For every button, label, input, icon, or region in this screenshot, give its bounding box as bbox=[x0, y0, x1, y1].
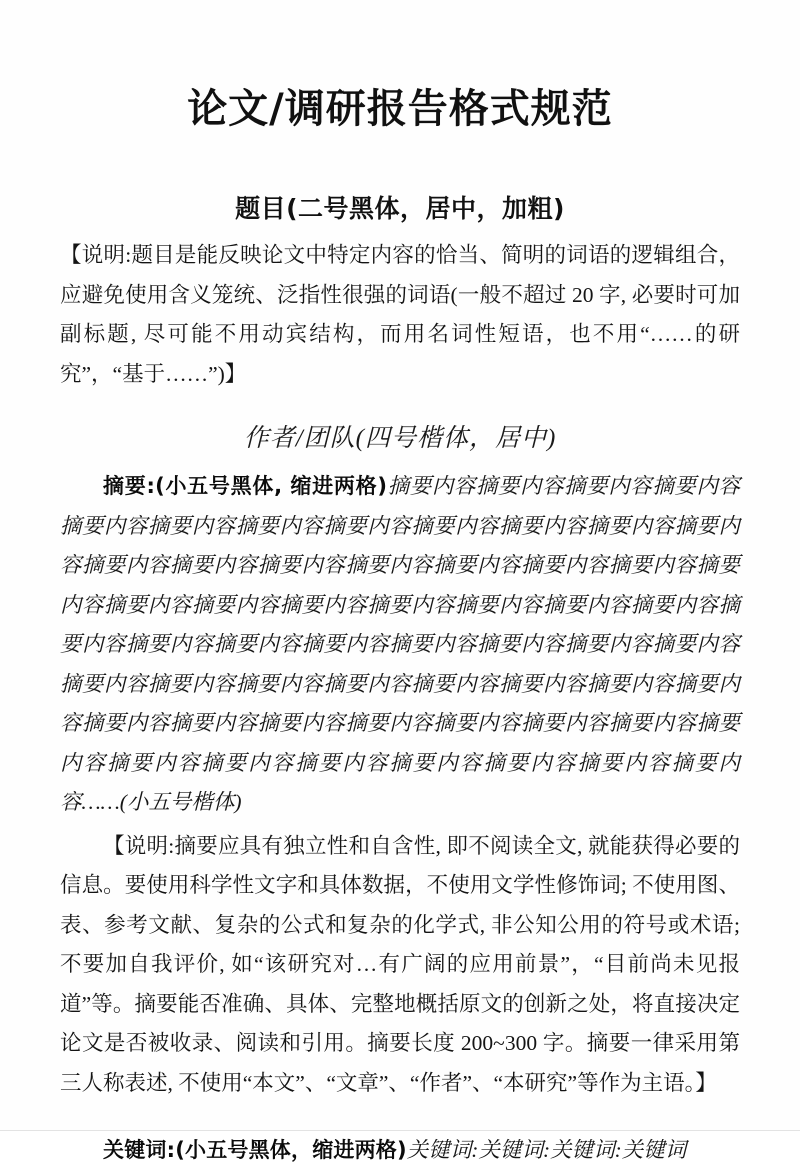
abstract-tail-note: ……(小五号楷体) bbox=[81, 790, 242, 814]
title-section-note: 【说明:题目是能反映论文中特定内容的恰当、简明的词语的逻辑组合，应避免使用含义笼统、泛指性很强的词语(一般不超过 20 字, 必要时可加副标题, 尽可能不用动宾结构，而用名词性短语，也不用“……的研究”，“基于……”)】 bbox=[60, 243, 740, 386]
abstract-section-note: 【说明:摘要应具有独立性和自含性, 即不阅读全文, 就能获得必要的信息。要使用科学性文字和具体数据，不使用文学性修饰词; 不使用图、表、参考文献、复杂的公式和复杂的化学式, 非公知公用的符号或术语; 不要加自我评价, 如“该研究对…有广阔的应用前景”，“目前尚未见报道”等。摘要能否准确、具体、完整地概括原文的创新之处，将直接决定论文是否被收录、阅读和引用。摘要长度 200~300 字。摘要一律采用第三人称表述, 不使用“本文”、“文章”、“作者”、“本研究”等作为主语。】 bbox=[60, 833, 740, 1095]
author-section-line: 作者/团队(四号楷体，居中) bbox=[243, 425, 557, 452]
page-title: 论文/调研报告格式规范 bbox=[187, 86, 613, 132]
abstract-body: 摘要内容摘要内容摘要内容摘要内容摘要内容摘要内容摘要内容摘要内容摘要内容摘要内容摘要内容摘要内容摘要内容摘要内容摘要内容摘要内容摘要内容摘要内容摘要内容摘要内容摘要内容摘要内容摘要内容摘要内容摘要内容摘要内容摘要内容摘要内容摘要内容摘要内容摘要内容摘要内容摘要内容摘要内容摘要内容摘要内容摘要内容摘要内容摘要内容摘要内容摘要内容摘要内容摘要内容摘要内容摘要内容摘要内容摘要内容摘要内容摘要内容摘要内容摘要内容摘要内容摘要内容摘要内容摘要内容摘要内容摘要内容摘要内容 bbox=[60, 474, 740, 814]
keywords-label: 关键词:(小五号黑体，缩进两格) bbox=[103, 1138, 407, 1162]
abstract-label: 摘要:(小五号黑体, 缩进两格) bbox=[103, 474, 388, 498]
keywords-value: 关键词:关键词:关键词:关键词 bbox=[406, 1138, 687, 1162]
title-section-heading: 题目(二号黑体，居中，加粗) bbox=[235, 194, 565, 223]
abstract-paragraph bbox=[60, 454, 740, 823]
keywords-paragraph bbox=[60, 1103, 740, 1171]
